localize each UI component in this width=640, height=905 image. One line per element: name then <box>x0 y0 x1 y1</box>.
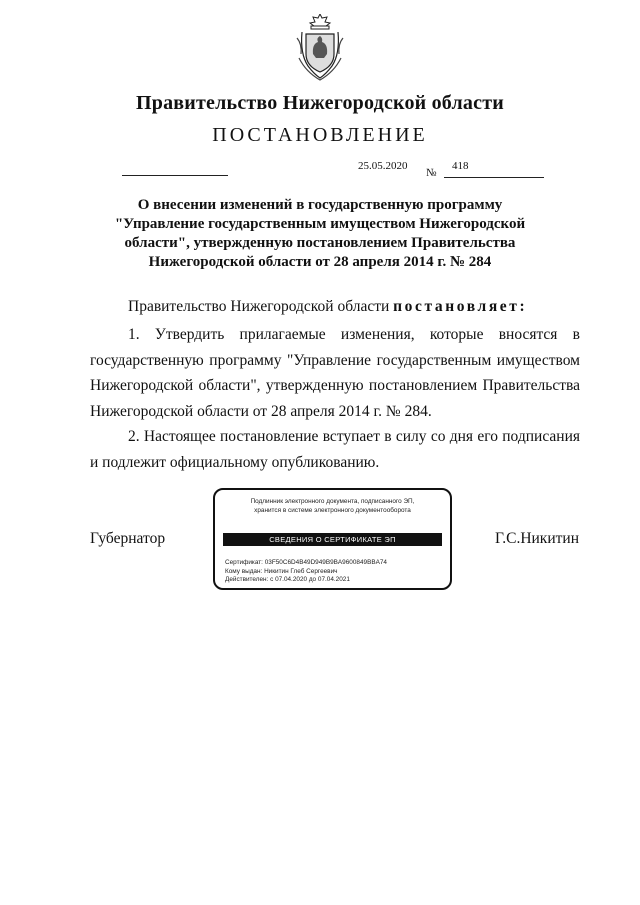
document-number: 418 <box>452 160 469 172</box>
organization-name: Правительство Нижегородской области <box>136 92 504 114</box>
preamble <box>128 298 527 316</box>
paragraph-1-text: 1. Утвердить прилагаемые изменения, которые вносятся в государственную программу "Управление государственным имуществом Нижегородской области", утвержденную постановлением Правительства Нижегородской области от 28 апреля 2014 г. № 284. <box>90 326 580 420</box>
e-signature-stamp <box>213 488 452 590</box>
stamp-details <box>225 559 387 585</box>
certificate-owner: Кому выдан: Никитин Глеб Сергеевич <box>225 567 338 575</box>
document-type: ПОСТАНОВЛЕНИЕ <box>212 124 428 146</box>
stamp-header: СВЕДЕНИЯ О СЕРТИФИКАТЕ ЭП <box>223 533 442 546</box>
stamp-note <box>215 498 450 515</box>
title-line: О внесении изменений в государственную программу <box>137 197 503 213</box>
signatory-position: Губернатор <box>90 530 166 547</box>
certificate-validity: Действителен: с 07.04.2020 до 07.04.2021 <box>225 576 350 583</box>
stamp-note-line: хранится в системе электронного документооборота <box>254 506 411 514</box>
title-line: области", утвержденную постановлением Правительства <box>124 235 516 251</box>
paragraph-2-text: 2. Настоящее постановление вступает в силу со дня его подписания и подлежит официальному опубликованию. <box>90 428 580 471</box>
signatory-name: Г.С.Никитин <box>495 530 579 547</box>
document-date: 25.05.2020 <box>358 160 408 172</box>
title-line: "Управление государственным имуществом Нижегородской <box>114 216 526 232</box>
preamble-text: Правительство Нижегородской области <box>128 298 394 315</box>
stamp-note-line: Подлинник электронного документа, подписанного ЭП, <box>250 498 415 505</box>
certificate-id: Сертификат: 03F50C6D4B49D949B9BA9600849BBA74 <box>225 559 387 566</box>
title-line: Нижегородской области от 28 апреля 2014 г. № 284 <box>148 254 492 270</box>
paragraph-2 <box>90 424 580 475</box>
document-title <box>110 196 530 272</box>
number-sign: № <box>426 167 437 179</box>
paragraph-1 <box>90 322 580 424</box>
number-line <box>444 177 544 178</box>
preamble-decree-word: постановляет: <box>393 298 528 315</box>
date-blank-line <box>122 175 228 176</box>
coat-of-arms-icon <box>296 14 344 82</box>
